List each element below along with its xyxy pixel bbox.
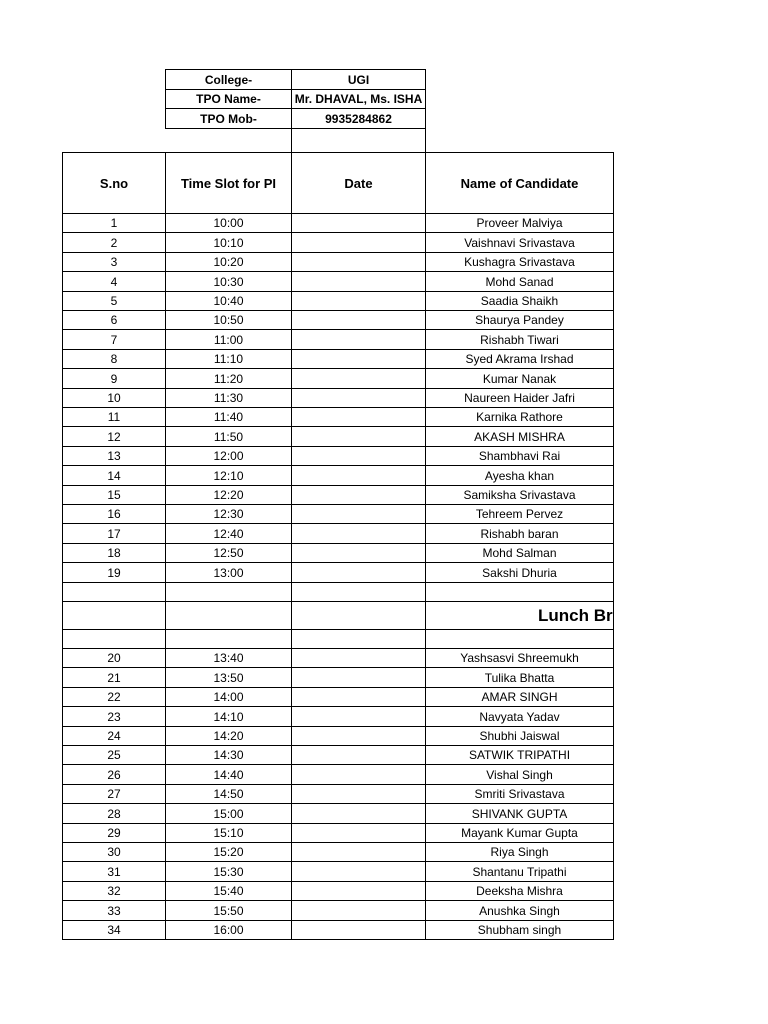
name-cell: AMAR SINGH <box>425 687 614 707</box>
sno-cell: 18 <box>62 543 166 563</box>
date-cell <box>291 213 426 233</box>
name-cell: Vaishnavi Srivastava <box>425 232 614 253</box>
date-cell <box>291 291 426 311</box>
date-cell <box>291 485 426 505</box>
sno-cell: 15 <box>62 485 166 505</box>
name-cell: Smriti Srivastava <box>425 784 614 804</box>
sno-cell: 9 <box>62 368 166 389</box>
date-cell <box>291 407 426 427</box>
time-cell: 11:30 <box>165 388 292 408</box>
sno-cell: 26 <box>62 764 166 785</box>
name-cell: Samiksha Srivastava <box>425 485 614 505</box>
date-cell <box>291 803 426 824</box>
time-cell: 10:10 <box>165 232 292 253</box>
sno-cell: 22 <box>62 687 166 707</box>
time-cell: 15:30 <box>165 861 292 882</box>
time-cell: 14:40 <box>165 764 292 785</box>
sno-cell: 8 <box>62 349 166 369</box>
tpo-mob-value: 9935284862 <box>291 108 426 129</box>
name-cell: Mohd Salman <box>425 543 614 563</box>
date-cell <box>291 426 426 447</box>
time-cell: 15:20 <box>165 842 292 862</box>
sno-cell: 19 <box>62 562 166 583</box>
time-cell: 12:30 <box>165 504 292 524</box>
time-cell: 14:30 <box>165 745 292 765</box>
blank-cell <box>62 601 166 630</box>
time-cell: 10:00 <box>165 213 292 233</box>
name-cell: Proveer Malviya <box>425 213 614 233</box>
date-cell <box>291 726 426 746</box>
name-cell: Riya Singh <box>425 842 614 862</box>
date-cell <box>291 648 426 668</box>
blank-cell <box>165 582 292 602</box>
time-cell: 10:50 <box>165 310 292 330</box>
blank-cell <box>425 582 614 602</box>
name-cell: Kushagra Srivastava <box>425 252 614 272</box>
time-cell: 16:00 <box>165 920 292 940</box>
name-cell: Rishabh Tiwari <box>425 329 614 350</box>
date-cell <box>291 687 426 707</box>
sno-cell: 25 <box>62 745 166 765</box>
name-cell: Navyata Yadav <box>425 706 614 727</box>
name-cell: Shaurya Pandey <box>425 310 614 330</box>
name-cell: Ayesha khan <box>425 465 614 486</box>
date-cell <box>291 900 426 921</box>
time-cell: 14:50 <box>165 784 292 804</box>
sno-cell: 20 <box>62 648 166 668</box>
sno-cell: 29 <box>62 823 166 843</box>
sno-cell: 21 <box>62 667 166 688</box>
sno-cell: 5 <box>62 291 166 311</box>
date-cell <box>291 523 426 544</box>
time-cell: 14:20 <box>165 726 292 746</box>
header-name: Name of Candidate <box>425 152 614 214</box>
date-cell <box>291 861 426 882</box>
date-cell <box>291 232 426 253</box>
header-time-slot: Time Slot for PI <box>165 152 292 214</box>
college-value: UGI <box>291 69 426 90</box>
blank-cell <box>425 629 614 649</box>
tpo-name-value: Mr. DHAVAL, Ms. ISHA <box>291 89 426 109</box>
date-cell <box>291 881 426 901</box>
name-cell: Vishal Singh <box>425 764 614 785</box>
time-cell: 13:00 <box>165 562 292 583</box>
sno-cell: 4 <box>62 271 166 292</box>
sno-cell: 10 <box>62 388 166 408</box>
sno-cell: 2 <box>62 232 166 253</box>
time-cell: 11:00 <box>165 329 292 350</box>
sno-cell: 11 <box>62 407 166 427</box>
sno-cell: 27 <box>62 784 166 804</box>
time-cell: 11:40 <box>165 407 292 427</box>
date-cell <box>291 543 426 563</box>
name-cell: SATWIK TRIPATHI <box>425 745 614 765</box>
blank-cell <box>62 629 166 649</box>
time-cell: 15:10 <box>165 823 292 843</box>
name-cell: SHIVANK GUPTA <box>425 803 614 824</box>
blank-cell <box>291 601 426 630</box>
date-cell <box>291 446 426 466</box>
time-cell: 15:40 <box>165 881 292 901</box>
college-label: College- <box>165 69 292 90</box>
blank-cell <box>291 629 426 649</box>
date-cell <box>291 329 426 350</box>
name-cell: Shantanu Tripathi <box>425 861 614 882</box>
time-cell: 15:00 <box>165 803 292 824</box>
sno-cell: 1 <box>62 213 166 233</box>
date-cell <box>291 562 426 583</box>
sno-cell: 17 <box>62 523 166 544</box>
name-cell: Saadia Shaikh <box>425 291 614 311</box>
time-cell: 11:20 <box>165 368 292 389</box>
time-cell: 12:40 <box>165 523 292 544</box>
time-cell: 10:40 <box>165 291 292 311</box>
sno-cell: 6 <box>62 310 166 330</box>
name-cell: Syed Akrama Irshad <box>425 349 614 369</box>
name-cell: Anushka Singh <box>425 900 614 921</box>
date-cell <box>291 465 426 486</box>
date-cell <box>291 368 426 389</box>
sno-cell: 32 <box>62 881 166 901</box>
time-cell: 15:50 <box>165 900 292 921</box>
date-cell <box>291 388 426 408</box>
date-cell <box>291 310 426 330</box>
date-cell <box>291 252 426 272</box>
sno-cell: 13 <box>62 446 166 466</box>
name-cell: Shubham singh <box>425 920 614 940</box>
date-cell <box>291 823 426 843</box>
sno-cell: 3 <box>62 252 166 272</box>
time-cell: 10:30 <box>165 271 292 292</box>
date-cell <box>291 764 426 785</box>
blank-cell <box>62 582 166 602</box>
name-cell: Tehreem Pervez <box>425 504 614 524</box>
name-cell: Kumar Nanak <box>425 368 614 389</box>
name-cell: Mayank Kumar Gupta <box>425 823 614 843</box>
name-cell: Shambhavi Rai <box>425 446 614 466</box>
spacer-cell <box>291 128 426 153</box>
time-cell: 12:10 <box>165 465 292 486</box>
name-cell: Naureen Haider Jafri <box>425 388 614 408</box>
time-cell: 14:10 <box>165 706 292 727</box>
date-cell <box>291 349 426 369</box>
name-cell: Tulika Bhatta <box>425 667 614 688</box>
header-sno: S.no <box>62 152 166 214</box>
date-cell <box>291 784 426 804</box>
name-cell: Mohd Sanad <box>425 271 614 292</box>
sno-cell: 31 <box>62 861 166 882</box>
sno-cell: 34 <box>62 920 166 940</box>
tpo-name-label: TPO Name- <box>165 89 292 109</box>
name-cell: Karnika Rathore <box>425 407 614 427</box>
blank-cell <box>291 582 426 602</box>
date-cell <box>291 271 426 292</box>
time-cell: 10:20 <box>165 252 292 272</box>
header-date: Date <box>291 152 426 214</box>
date-cell <box>291 504 426 524</box>
sno-cell: 24 <box>62 726 166 746</box>
time-cell: 12:50 <box>165 543 292 563</box>
date-cell <box>291 920 426 940</box>
blank-cell <box>165 629 292 649</box>
date-cell <box>291 745 426 765</box>
blank-cell <box>165 601 292 630</box>
name-cell: Shubhi Jaiswal <box>425 726 614 746</box>
date-cell <box>291 667 426 688</box>
name-cell: Deeksha Mishra <box>425 881 614 901</box>
time-cell: 13:50 <box>165 667 292 688</box>
time-cell: 11:10 <box>165 349 292 369</box>
tpo-mob-label: TPO Mob- <box>165 108 292 129</box>
sno-cell: 30 <box>62 842 166 862</box>
sno-cell: 12 <box>62 426 166 447</box>
name-cell: Rishabh baran <box>425 523 614 544</box>
sno-cell: 14 <box>62 465 166 486</box>
time-cell: 14:00 <box>165 687 292 707</box>
sno-cell: 7 <box>62 329 166 350</box>
name-cell: AKASH MISHRA <box>425 426 614 447</box>
sno-cell: 33 <box>62 900 166 921</box>
time-cell: 13:40 <box>165 648 292 668</box>
time-cell: 12:00 <box>165 446 292 466</box>
name-cell: Sakshi Dhuria <box>425 562 614 583</box>
date-cell <box>291 842 426 862</box>
sno-cell: 28 <box>62 803 166 824</box>
time-cell: 12:20 <box>165 485 292 505</box>
date-cell <box>291 706 426 727</box>
name-cell: Yashsasvi Shreemukh <box>425 648 614 668</box>
time-cell: 11:50 <box>165 426 292 447</box>
lunch-break-label: Lunch Br <box>538 606 613 625</box>
sno-cell: 23 <box>62 706 166 727</box>
sno-cell: 16 <box>62 504 166 524</box>
